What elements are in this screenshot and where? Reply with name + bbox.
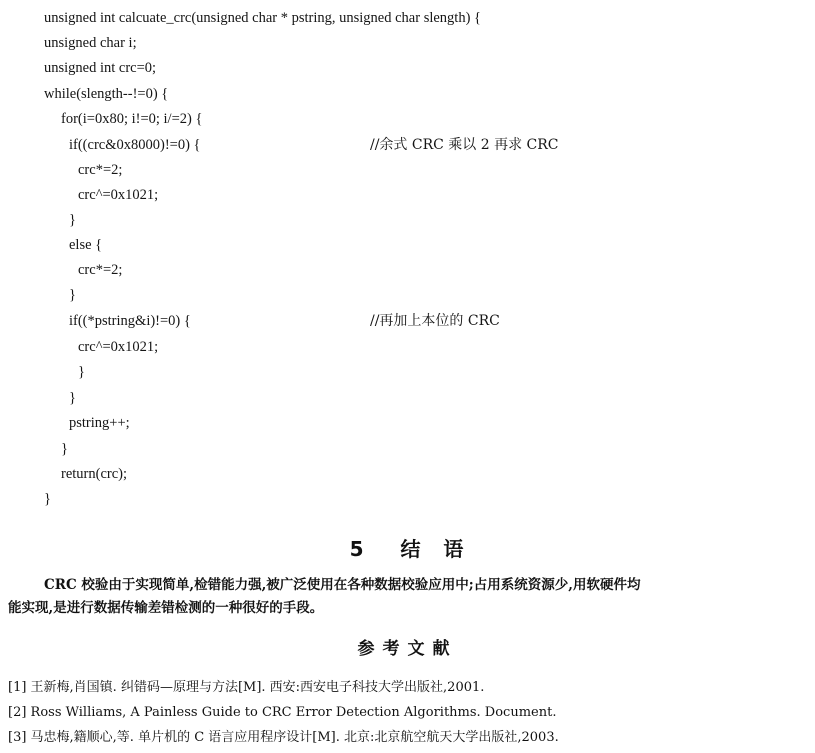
code-line: } — [69, 287, 76, 303]
code-line: } — [61, 441, 68, 457]
code-line: else { — [69, 237, 103, 253]
code-line: } — [69, 390, 76, 406]
references-heading: 参考文献 — [357, 639, 458, 659]
code-line: for(i=0x80; i!=0; i/=2) { — [61, 111, 203, 127]
section-number: 5 — [349, 537, 366, 561]
reference-item: [3] 马忠梅,籍顺心,等. 单片机的 C 语言应用程序设计[M]. 北京:北京航空航天大学出版社,2003. — [8, 730, 559, 745]
code-line: unsigned int crc=0; — [44, 60, 157, 76]
code-line: unsigned int calcuate_crc(unsigned char * pstring, unsigned char slength) { — [44, 10, 481, 26]
conclusion-line: CRC 校验由于实现简单,检错能力强,被广泛使用在各种数据校验应用中;占用系统资源少,用软硬件均 — [44, 577, 641, 593]
reference-item: [2] Ross Williams, A Painless Guide to CRC Error Detection Algorithms. Document. — [8, 705, 557, 720]
code-line: crc*=2; — [78, 162, 123, 178]
code-comment: //余式 CRC 乘以 2 再求 CRC — [370, 137, 559, 153]
code-comment: //再加上本位的 CRC — [370, 313, 500, 329]
section-heading — [0, 536, 815, 562]
code-line: } — [69, 212, 76, 228]
conclusion-line: 能实现,是进行数据传输差错检测的一种很好的手段。 — [8, 600, 324, 616]
code-line: crc*=2; — [78, 262, 123, 278]
code-line: while(slength--!=0) { — [44, 86, 169, 102]
code-line: return(crc); — [61, 466, 128, 482]
code-line: if((*pstring&i)!=0) { — [69, 313, 191, 329]
code-line: unsigned char i; — [44, 35, 137, 51]
section-title: 结 语 — [400, 537, 466, 561]
code-line: pstring++; — [69, 415, 130, 431]
code-line: crc^=0x1021; — [78, 339, 159, 355]
code-line: } — [44, 491, 51, 507]
reference-item: [1] 王新梅,肖国镇. 纠错码—原理与方法[M]. 西安:西安电子科技大学出版社,2001. — [8, 680, 485, 695]
code-line: if((crc&0x8000)!=0) { — [69, 137, 201, 153]
code-line: crc^=0x1021; — [78, 187, 159, 203]
code-line: } — [78, 364, 85, 380]
